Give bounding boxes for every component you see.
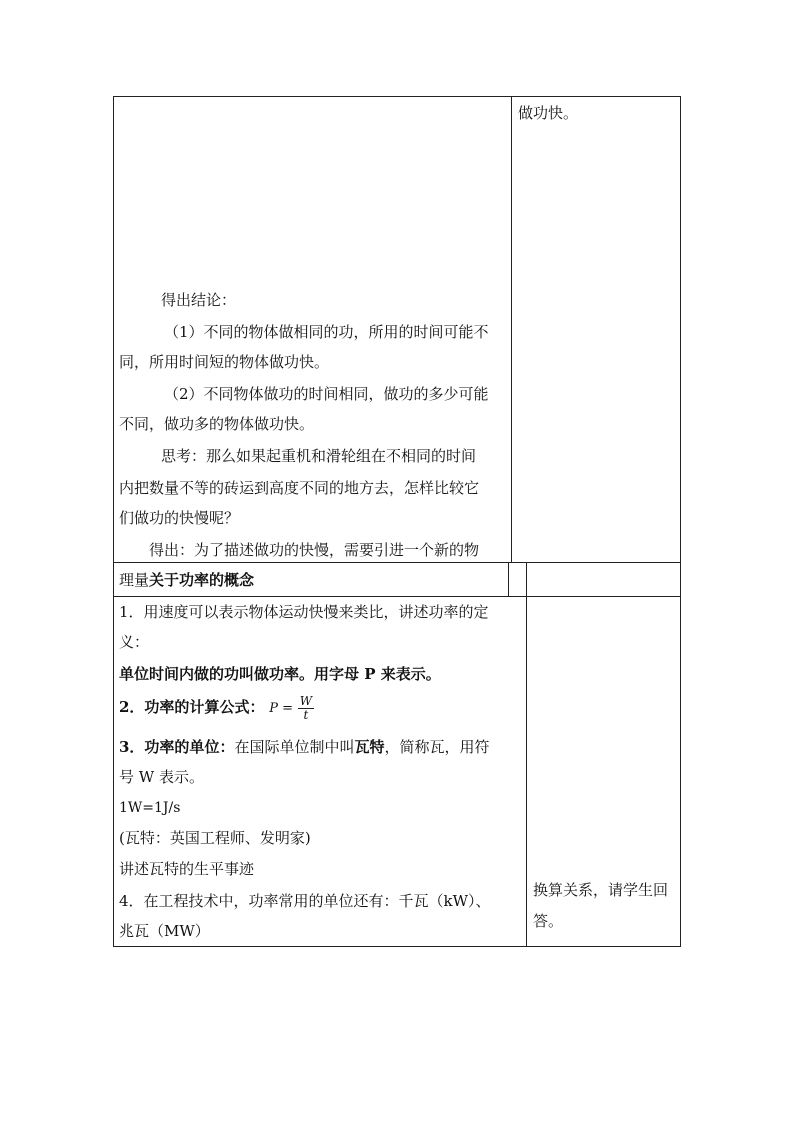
power-formula (298, 695, 314, 722)
table-border-top (113, 96, 681, 97)
item-3-text-a: 在国际单位制中叫 (234, 738, 355, 756)
watt-story: 讲述瓦特的生平事迹 (119, 860, 255, 878)
unit-relation: 1W=1J/s (119, 800, 181, 816)
derive-line: 得出：为了描述做功的快慢，需要引进一个新的物 (149, 541, 480, 559)
think-line-3: 们做功的快慢呢？ (119, 509, 240, 527)
item-1-line-2: 义： (119, 633, 150, 651)
col-divider-header-b (526, 562, 527, 597)
table-border-left (113, 96, 114, 947)
col-divider-header-a (508, 562, 509, 597)
item-2-label: 2．功率的计算公式： (119, 698, 265, 716)
item-3-text-b: ，简称瓦，用符 (384, 738, 490, 756)
main-right-line-1: 换算关系，请学生回 (533, 881, 669, 899)
row-divider-2 (113, 596, 681, 597)
row-divider-1 (113, 562, 681, 563)
item-4-line-2: 兆瓦（MW） (119, 922, 210, 940)
item-3-line-2: 号 W 表示。 (119, 768, 204, 786)
table-border-bottom (113, 946, 681, 947)
item-3-unit: 瓦特 (354, 738, 385, 756)
item-3-title: 3．功率的单位： (119, 738, 235, 756)
power-definition: 单位时间内做的功叫做功率。用字母 P 来表示。 (119, 665, 441, 683)
top-right-text: 做功快。 (518, 104, 579, 122)
conclusion-point-2-line-1: （2）不同物体做功的时间相同，做功的多少可能 (164, 385, 489, 403)
main-right-line-2: 答。 (533, 912, 564, 930)
conclusion-point-2-line-2: 不同，做功多的物体做功快。 (119, 415, 315, 433)
item-3-line-1 (119, 737, 490, 757)
formula-numerator: W (299, 693, 313, 708)
col-divider-main (526, 596, 527, 947)
watt-note: (瓦特：英国工程师、发明家) (119, 829, 311, 847)
formula-denominator: t (303, 707, 309, 722)
formula-lhs: P = (269, 701, 294, 716)
item-4-line-1: 4．在工程技术中，功率常用的单位还有：千瓦（kW）、 (119, 892, 491, 910)
conclusion-point-1-line-2: 同，所用时间短的物体做功快。 (119, 353, 330, 371)
item-2 (119, 690, 314, 726)
heading-prefix: 理量 (119, 571, 150, 589)
col-divider-top (511, 96, 512, 563)
item-1-line-1: 1．用速度可以表示物体运动快慢来类比，讲述功率的定 (119, 603, 489, 621)
think-line-2: 内把数量不等的砖运到高度不同的地方去，怎样比较它 (119, 479, 480, 497)
section-heading (119, 570, 254, 590)
conclusion-point-1-line-1: （1）不同的物体做相同的功，所用的时间可能不 (164, 323, 489, 341)
think-line-1: 思考：那么如果起重机和滑轮组在不相同的时间 (161, 447, 477, 465)
conclusion-title: 得出结论： (161, 291, 237, 309)
heading-title: 关于功率的概念 (149, 571, 255, 589)
table-border-right (680, 96, 681, 947)
